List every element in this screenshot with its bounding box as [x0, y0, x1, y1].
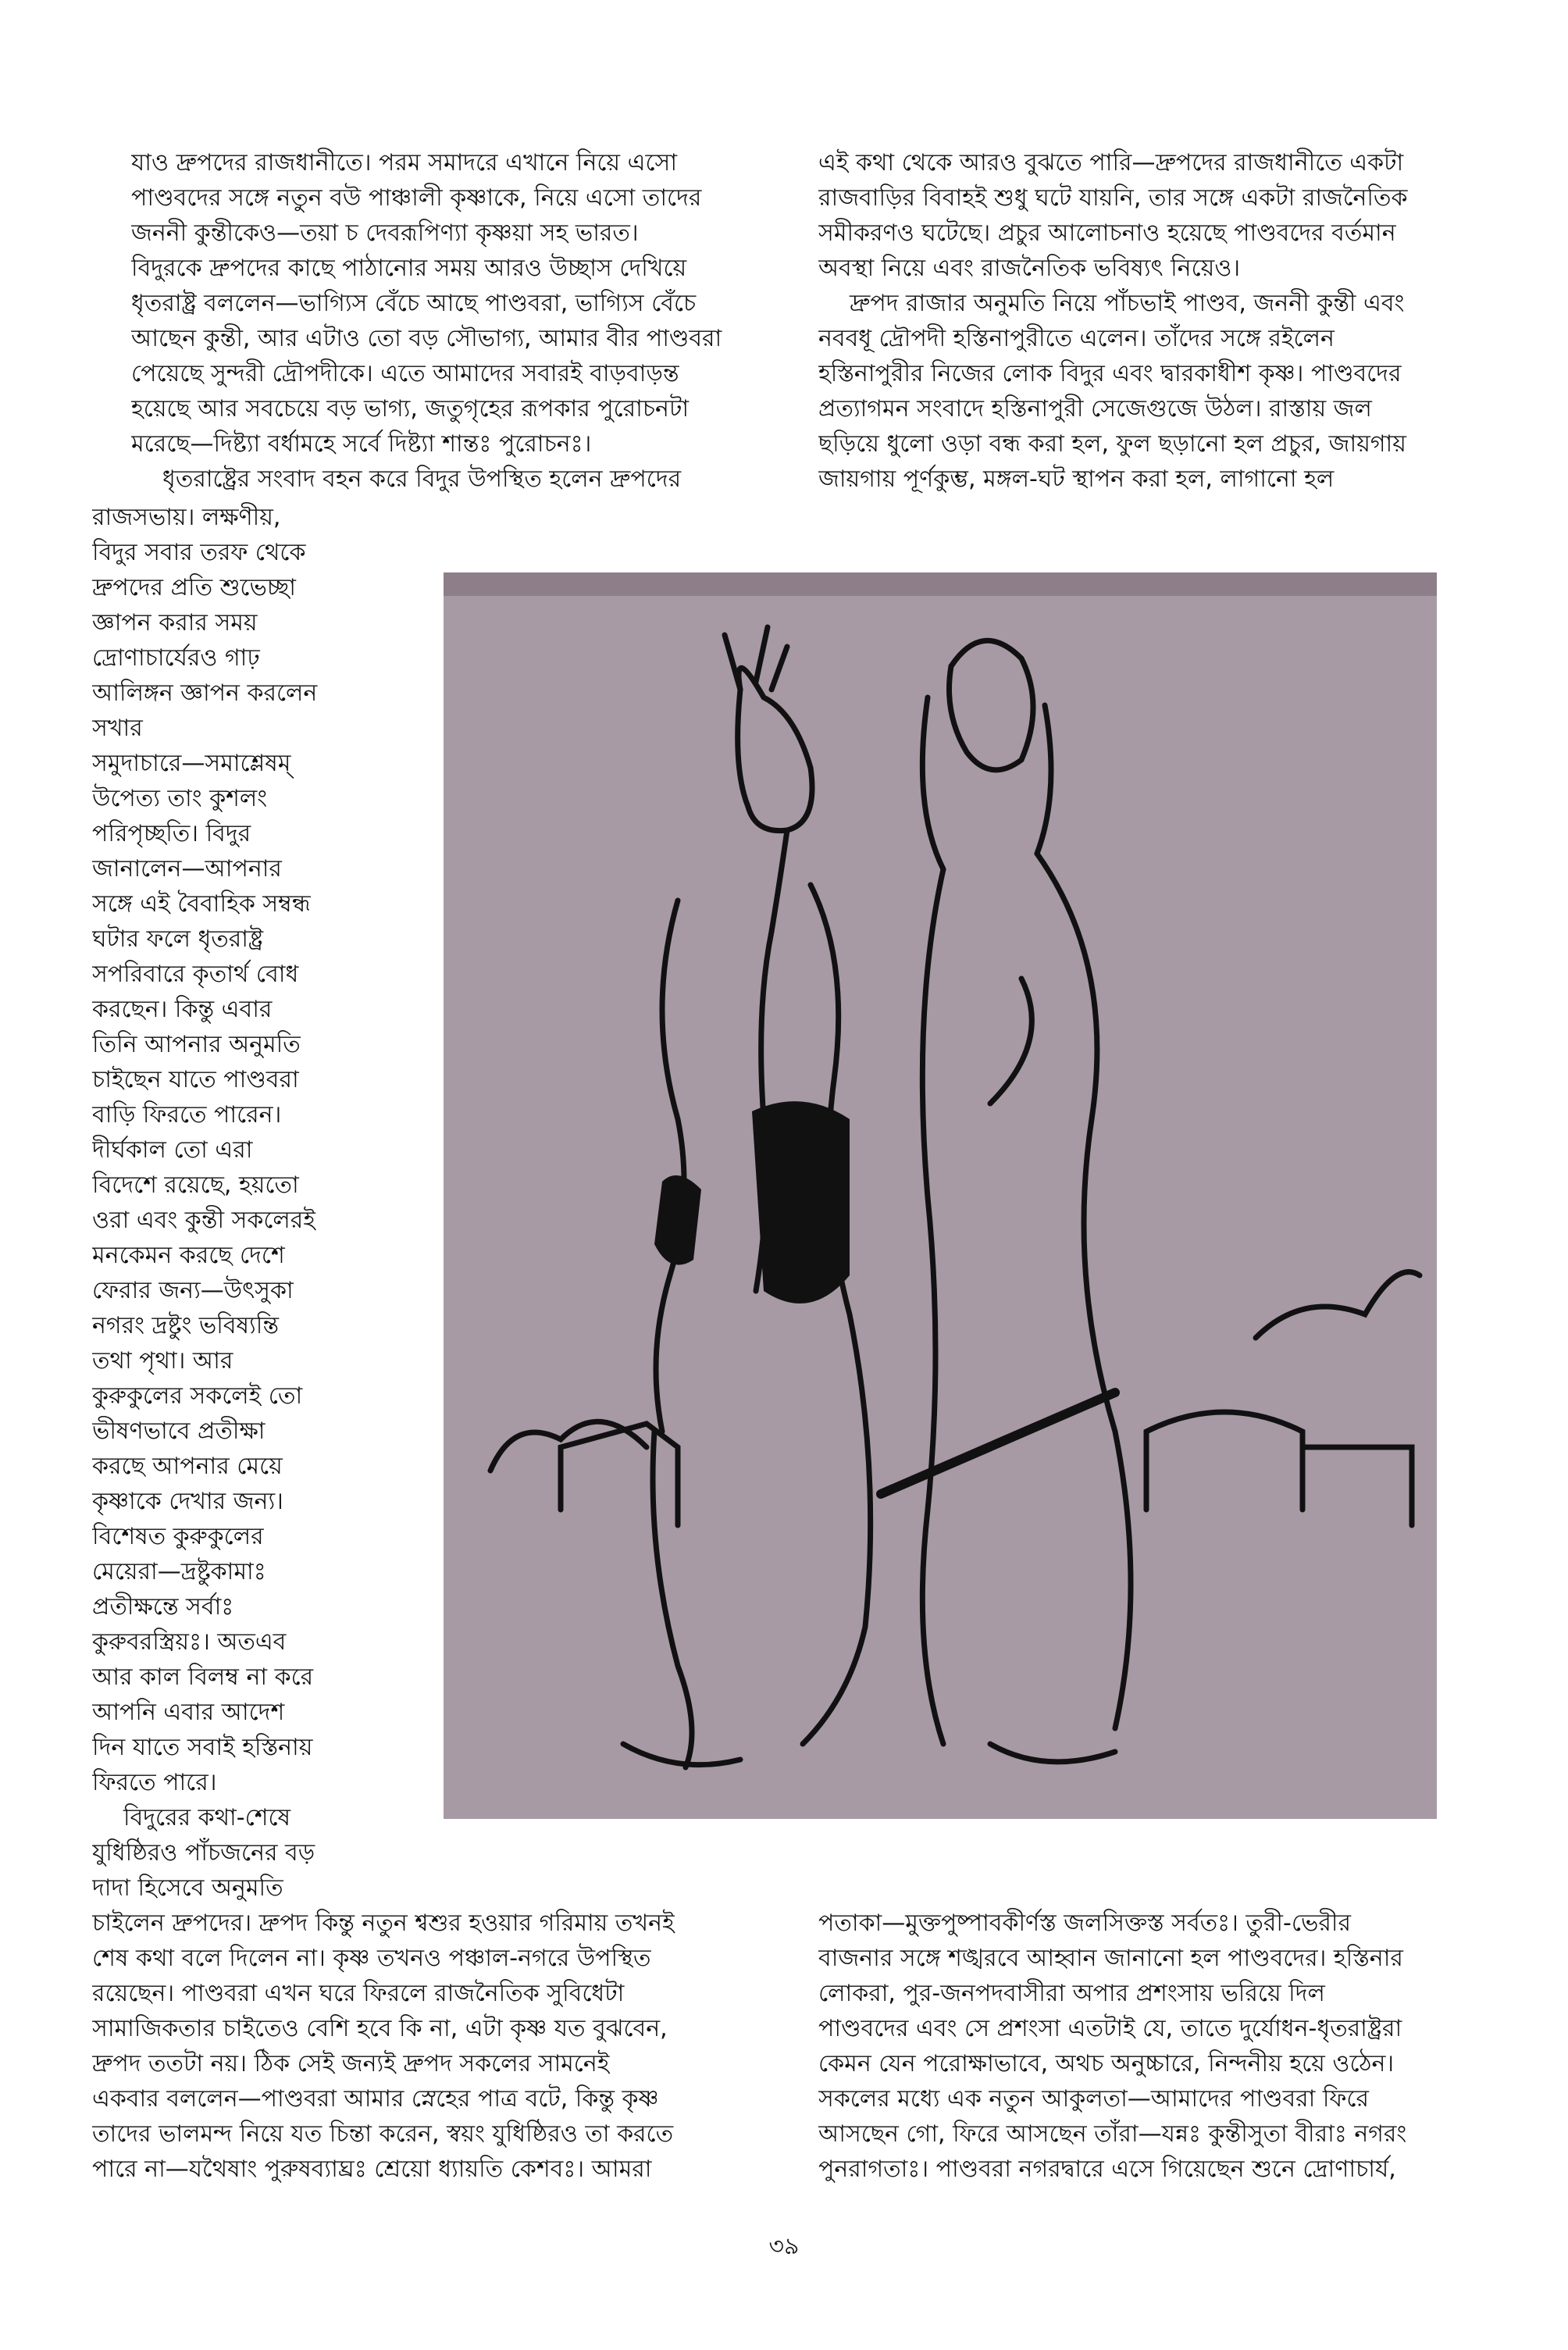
text-line: অবস্থা নিয়ে এবং রাজনৈতিক ভবিষ্যৎ নিয়েও। — [818, 255, 1241, 282]
text-line: দীর্ঘকাল তো এরা — [92, 1136, 253, 1164]
left-figure-dark-cloth — [752, 1101, 850, 1303]
text-line: ফেরার জন্য—উৎসুকা — [92, 1277, 294, 1304]
text-line: সঙ্গে এই বৈবাহিক সম্বন্ধ — [92, 890, 311, 918]
right-building — [1146, 1412, 1303, 1510]
text-line: বিদুরের কথা-শেষে — [123, 1804, 291, 1831]
text-line: চাইলেন দ্রুপদের। দ্রুপদ কিন্তু নতুন শ্বশুর হওয়ার গরিমায় তখনই — [92, 1910, 675, 1937]
text-line: কুরুকুলের সকলেই তো — [92, 1382, 303, 1410]
text-line: মনকেমন করছে দেশে — [92, 1242, 285, 1269]
text-line: বিদুর সবার তরফ থেকে — [92, 539, 306, 566]
left-figure-drape — [656, 900, 684, 1432]
text-line: ফিরতে পারে। — [92, 1769, 217, 1796]
text-line: ঘটার ফলে ধৃতরাষ্ট্র — [92, 925, 264, 953]
text-line: দাদা হিসেবে অনুমতি — [92, 1874, 283, 1902]
text-line: জননী কুন্তীকেও—তয়া চ দেবরূপিণ্যা কৃষ্ণয়া সহ ভারত। — [131, 219, 639, 247]
text-line: নগরং দ্রষ্টুং ভবিষ্যন্তি — [92, 1312, 280, 1339]
left-narrow-column-text — [92, 500, 404, 1906]
text-line: রাজসভায়। লক্ষণীয়, — [92, 504, 281, 531]
text-line: হয়েছে আর সবচেয়ে বড় ভাগ্য, জতুগৃহের রূপকার পুরোচনটা — [131, 395, 690, 423]
text-line: জায়গায় পূর্ণকুম্ভ, মঙ্গল-ঘট স্থাপন করা হল, লাগানো হল — [818, 465, 1335, 493]
cloud — [1256, 1272, 1420, 1338]
text-line: ভীষণভাবে প্রতীক্ষা — [92, 1417, 265, 1445]
text-line: সমুদাচারে—সমাশ্লেষম্ — [92, 750, 291, 777]
text-line: পাণ্ডবদের এবং সে প্রশংসা এতটাই যে, তাতে দুর্যোধন-ধৃতরাষ্ট্ররা — [818, 2015, 1402, 2042]
left-foot — [623, 1744, 740, 1765]
page-number: ৩৯ — [768, 2233, 800, 2260]
text-line: ধৃতরাষ্ট্র বললেন—ভাগ্যিস বেঁচে আছে পাণ্ডবরা, ভাগ্যিস বেঁচে — [131, 290, 697, 317]
right-column-bottom-text — [818, 1906, 1412, 2187]
text-line: যুধিষ্ঠিরও পাঁচজনের বড় — [92, 1839, 315, 1867]
text-line: সকলের মধ্যে এক নতুন আকুলতা—আমাদের পাণ্ডবরা ফিরে — [818, 2085, 1369, 2113]
text-line: দ্রুপদ ততটা নয়। ঠিক সেই জন্যই দ্রুপদ সকলের সামনেই — [92, 2050, 610, 2077]
text-line: বিদেশে রয়েছে, হয়তো — [92, 1171, 299, 1199]
text-line: পুনরাগতাঃ। পাণ্ডবরা নগরদ্বারে এসে গিয়েছেন শুনে দ্রোণাচার্য, — [818, 2156, 1396, 2183]
flute — [881, 1393, 1115, 1494]
text-line: দ্রুপদের প্রতি শুভেচ্ছা — [92, 574, 296, 601]
text-line: পারে না—যথৈষাং পুরুষব্যাঘ্রঃ শ্রেয়ো ধ্যায়তি কেশবঃ। আমরা — [92, 2156, 652, 2183]
right-foot — [990, 1744, 1115, 1762]
text-line: হস্তিনাপুরীর নিজের লোক বিদুর এবং দ্বারকাধীশ কৃষ্ণ। পাণ্ডবদের — [818, 360, 1402, 387]
text-line: তাদের ভালমন্দ নিয়ে যত চিন্তা করেন, স্বয়ং যুধিষ্ঠিরও তা করতে — [92, 2120, 674, 2148]
text-line: তথা পৃথা। আর — [92, 1347, 233, 1375]
right-figure-robe-right — [1037, 854, 1131, 1728]
text-line: আর কাল বিলম্ব না করে — [92, 1664, 314, 1691]
text-line: মেয়েরা—দ্রষ্টুকামাঃ — [92, 1558, 266, 1585]
left-figure-shadow — [654, 1175, 701, 1265]
left-figure-robe — [803, 885, 871, 1744]
text-line: আলিঙ্গন জ্ঞাপন করলেন — [92, 679, 318, 707]
text-line: প্রত্যাগমন সংবাদে হস্তিনাপুরী সেজেগুজে উঠল। রাস্তায় জল — [818, 395, 1372, 423]
text-line: দ্রোণাচার্যেরও গাঢ় — [92, 644, 260, 672]
text-line: সপরিবারে কৃতার্থ বোধ — [92, 961, 299, 988]
text-line: পতাকা—মুক্তপুষ্পাবকীর্ণস্ত জলসিক্তস্ত সর্বতঃ। তুরী-ভেরীর — [818, 1910, 1351, 1937]
right-figure-head — [950, 640, 1034, 770]
text-line: যাও দ্রুপদের রাজধানীতে। পরম সমাদরে এখানে নিয়ে এসো — [131, 149, 678, 177]
right-wall — [1303, 1447, 1412, 1525]
text-line: সামাজিকতার চাইতেও বেশি হবে কি না, এটা কৃষ্ণ যত বুঝবেন, — [92, 2015, 668, 2042]
crown-feather — [725, 627, 787, 690]
text-line: বাজনার সঙ্গে শঙ্খরবে আহ্বান জানানো হল পাণ্ডবদের। হস্তিনার — [818, 1945, 1403, 1972]
text-line: নববধূ দ্রৌপদী হস্তিনাপুরীতে এলেন। তাঁদের সঙ্গে রইলেন — [818, 325, 1335, 352]
text-line: কৃষ্ণাকে দেখার জন্য। — [92, 1488, 283, 1515]
text-line: সখার — [92, 715, 143, 742]
left-column-bottom-text — [92, 1906, 725, 2187]
text-line: চাইছেন যাতে পাণ্ডবরা — [92, 1066, 299, 1093]
text-line: প্রতীক্ষন্তে সর্বাঃ — [92, 1593, 234, 1621]
text-line: বাড়ি ফিরতে পারেন। — [92, 1101, 282, 1129]
text-line: একবার বললেন—পাণ্ডবরা আমার স্নেহের পাত্র বটে, কিন্তু কৃষ্ণ — [92, 2085, 659, 2113]
text-line: ওরা এবং কুন্তী সকলেরই — [92, 1207, 315, 1234]
text-line: পাণ্ডবদের সঙ্গে নতুন বউ পাঞ্চালী কৃষ্ণাকে, নিয়ে এসো তাদের — [131, 184, 702, 212]
text-line: উপেত্য তাং কুশলং — [92, 785, 268, 812]
text-line: শেষ কথা বলে দিলেন না। কৃষ্ণ তখনও পঞ্চাল-নগরে উপস্থিত — [92, 1945, 651, 1972]
left-building — [561, 1424, 678, 1525]
line-drawing — [444, 572, 1437, 1819]
text-line: আসছেন গো, ফিরে আসছেন তাঁরা—যন্নঃ কুন্তীসুতা বীরাঃ নগরং — [818, 2120, 1407, 2148]
text-line: জ্ঞাপন করার সময় — [92, 609, 258, 637]
text-line: সমীকরণও ঘটেছে। প্রচুর আলোচনাও হয়েছে পাণ্ডবদের বর্তমান — [818, 219, 1396, 247]
right-figure-robe-left — [922, 869, 943, 1744]
text-line: লোকরা, পুর-জনপদবাসীরা অপার প্রশংসায় ভরিয়ে দিল — [818, 1980, 1325, 2007]
text-line: তিনি আপনার অনুমতি — [92, 1031, 301, 1058]
text-line: কুরুবরস্ত্রিয়ঃ। অতএব — [92, 1628, 287, 1656]
text-line: মরেছে—দিষ্ট্যা বর্ধামহে সর্বে দিষ্ট্যা শান্তঃ পুরোচনঃ। — [131, 430, 592, 458]
left-figure-head — [738, 668, 812, 830]
text-line: কেমন যেন পরোক্ষাভাবে, অথচ অনুচ্চারে, নিন্দনীয় হয়ে ওঠেন। — [818, 2050, 1395, 2077]
text-line: রয়েছেন। পাণ্ডবরা এখন ঘরে ফিরলে রাজনৈতিক সুবিধেটা — [92, 1980, 625, 2007]
text-line: পরিপৃচ্ছতি। বিদুর — [92, 820, 251, 847]
left-column-top-text — [131, 145, 725, 497]
right-figure-arm — [990, 979, 1032, 1104]
text-line: করছেন। কিন্তু এবার — [92, 996, 273, 1023]
text-line: আপনি এবার আদেশ — [92, 1699, 285, 1726]
text-line: পেয়েছে সুন্দরী দ্রৌপদীকে। এতে আমাদের সবারই বাড়বাড়ন্ত — [131, 360, 679, 387]
left-figure-leg — [653, 1432, 692, 1767]
text-line: ধৃতরাষ্ট্রের সংবাদ বহন করে বিদুর উপস্থিত হলেন দ্রুপদের — [162, 465, 682, 493]
text-line: আছেন কুন্তী, আর এটাও তো বড় সৌভাগ্য, আমার বীর পাণ্ডবরা — [131, 325, 722, 352]
text-line: বিশেষত কুরুকুলের — [92, 1523, 264, 1550]
text-line: বিদুরকে দ্রুপদের কাছে পাঠানোর সময় আরও উচ্ছাস দেখিয়ে — [131, 255, 687, 282]
text-line: রাজবাড়ির বিবাহই শুধু ঘটে যায়নি, তার সঙ্গে একটা রাজনৈতিক — [818, 184, 1408, 212]
text-line: দ্রুপদ রাজার অনুমতি নিয়ে পাঁচভাই পাণ্ডব, জননী কুন্তী এবং — [850, 290, 1405, 317]
text-line: করছে আপনার মেয়ে — [92, 1453, 283, 1480]
text-line: দিন যাতে সবাই হস্তিনায় — [92, 1734, 313, 1761]
text-line: জানালেন—আপনার — [92, 855, 282, 883]
krishna-arjuna-illustration — [444, 572, 1437, 1819]
text-line: এই কথা থেকে আরও বুঝতে পারি—দ্রুপদের রাজধানীতে একটা — [818, 149, 1404, 177]
right-column-top-text — [818, 145, 1412, 497]
text-line: ছড়িয়ে ধুলো ওড়া বন্ধ করা হল, ফুল ছড়ানো হল প্রচুর, জায়গায় — [818, 430, 1406, 458]
